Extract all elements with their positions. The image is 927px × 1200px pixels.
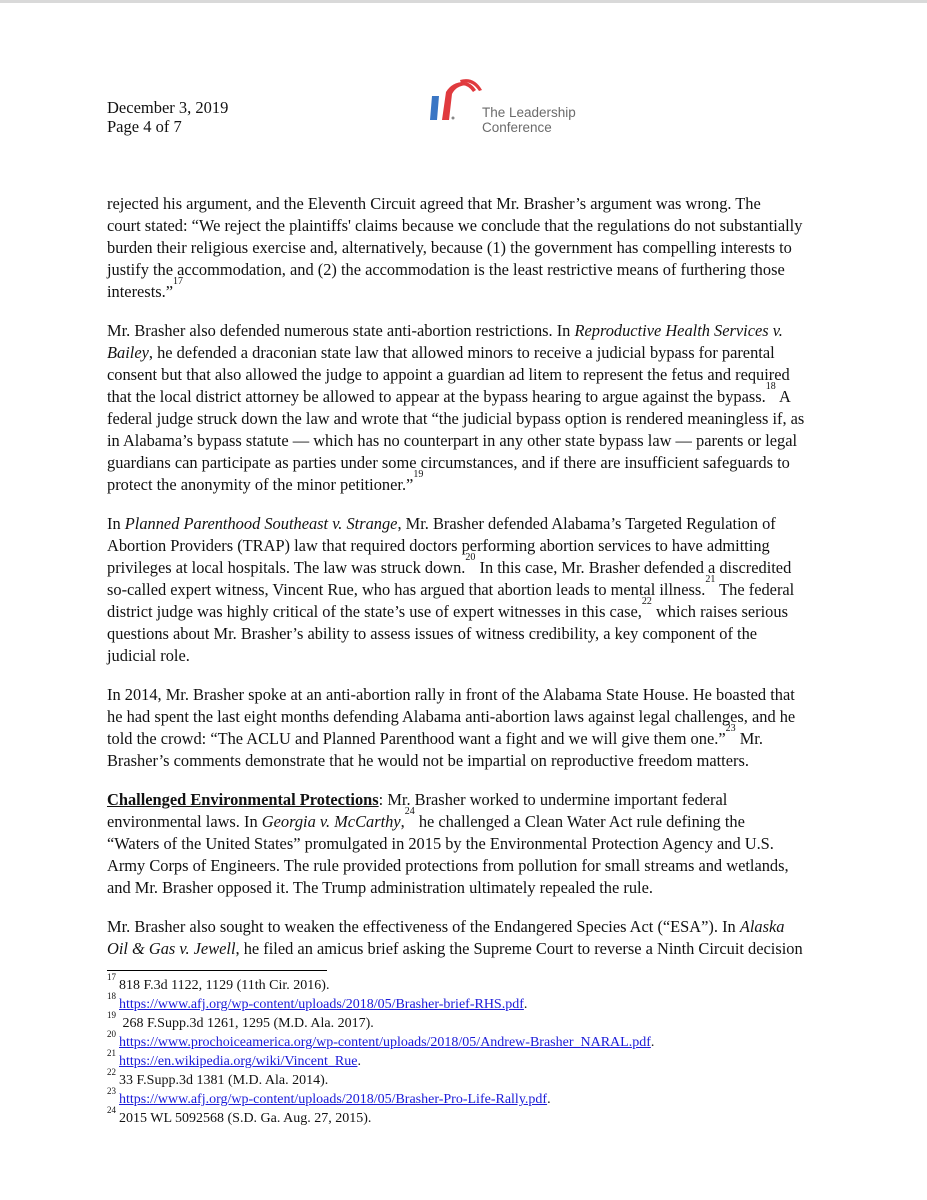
footnote-number: 19 <box>107 1010 116 1020</box>
text-line <box>107 596 837 623</box>
footnotes <box>107 972 655 1128</box>
text-line <box>107 855 837 877</box>
footnote-reference[interactable]: 18 <box>765 381 776 392</box>
text-line <box>107 193 837 215</box>
text-run: court stated: “We reject the plaintiffs' claims because we conclude that the regulations do not substantially <box>107 216 803 235</box>
leadership-conference-logo <box>430 78 590 138</box>
letter-header <box>107 98 228 136</box>
text-run: , he defended a draconian state law that allowed minors to receive a judicial bypass for parental <box>148 343 775 362</box>
text-run: rejected his argument, and the Eleventh Circuit agreed that Mr. Brasher’s argument was wrong. The <box>107 194 761 213</box>
punctuation: . <box>357 1054 361 1069</box>
footnote-reference[interactable]: 20 <box>465 552 476 563</box>
footnote <box>107 1010 654 1033</box>
text-line <box>107 259 837 281</box>
text-run: guardians can participate as parties under some circumstances, and if there are insufficient safeguards to <box>107 453 790 472</box>
logo-arcs-icon <box>430 78 490 126</box>
text-run: : Mr. Brasher worked to undermine important federal <box>378 790 728 809</box>
text-line <box>107 877 837 899</box>
case-name: Oil & Gas v. Jewell <box>107 939 236 958</box>
text-line <box>107 469 837 496</box>
footnote-text: 818 F.3d 1122, 1129 (11th Cir. 2016). <box>119 978 330 993</box>
logo-text-line2: Conference <box>482 120 552 135</box>
footnote <box>107 972 654 995</box>
text-line <box>107 806 837 833</box>
text-run: Brasher’s comments demonstrate that he would not be impartial on reproductive freedom matters. <box>107 751 749 770</box>
text-line <box>107 320 837 342</box>
footnote <box>107 1067 654 1090</box>
text-run: in Alabama’s bypass statute — which has no counterpart in any other state bypass law — parents or legal <box>107 431 798 450</box>
text-run: Army Corps of Engineers. The rule provided protections from pollution for small streams and wetlands, <box>107 856 789 875</box>
footnote-reference[interactable]: 22 <box>641 596 652 607</box>
text-line <box>107 513 837 535</box>
footnote-link[interactable]: https://www.prochoiceamerica.org/wp-content/uploads/2018/05/Andrew-Brasher_NARAL.pdf <box>119 1035 651 1050</box>
footnote-link[interactable]: https://www.afj.org/wp-content/uploads/2018/05/Brasher-Pro-Life-Rally.pdf <box>119 1092 548 1107</box>
section-heading: Challenged Environmental Protections <box>107 790 379 809</box>
text-line <box>107 215 837 237</box>
text-run: Abortion Providers (TRAP) law that required doctors performing abortion services to have admitting <box>107 536 770 555</box>
text-line <box>107 916 837 938</box>
footnote-link[interactable]: https://www.afj.org/wp-content/uploads/2018/05/Brasher-brief-RHS.pdf <box>119 997 524 1012</box>
text-run: privileges at local hospitals. The law was struck down. <box>107 558 466 577</box>
text-run: questions about Mr. Brasher’s ability to assess issues of witness credibility, a key component of the <box>107 624 758 643</box>
footnote-text: 268 F.Supp.3d 1261, 1295 (M.D. Ala. 2017). <box>119 1016 374 1031</box>
footnote-reference[interactable]: 23 <box>725 723 736 734</box>
paragraph <box>107 193 837 303</box>
text-line <box>107 430 837 452</box>
text-run: , Mr. Brasher defended Alabama’s Targeted Regulation of <box>397 514 776 533</box>
text-run: , <box>400 812 405 831</box>
page-top-border <box>0 0 927 3</box>
text-line <box>107 750 837 772</box>
text-line <box>107 574 837 601</box>
footnote-link[interactable]: https://en.wikipedia.org/wiki/Vincent_Rue <box>119 1054 358 1069</box>
text-line <box>107 789 837 811</box>
text-run: Mr. <box>735 729 763 748</box>
footnote-reference[interactable]: 17 <box>173 276 183 287</box>
punctuation: . <box>523 997 528 1012</box>
paragraph <box>107 916 837 960</box>
text-run: Mr. Brasher also defended numerous state anti-abortion restrictions. In <box>107 321 575 340</box>
footnote <box>107 1086 654 1109</box>
text-run: consent but that also allowed the judge to appoint a guardian ad litem to represent the fetus and required <box>107 365 790 384</box>
case-name: Planned Parenthood Southeast v. Strange <box>124 514 398 533</box>
text-run: interests.” <box>107 282 173 301</box>
text-run: Mr. Brasher also sought to weaken the effectiveness of the Endangered Species Act (“ESA”). In <box>107 917 740 936</box>
footnote-number: 22 <box>107 1067 116 1077</box>
punctuation: . <box>650 1035 655 1050</box>
text-line <box>107 276 837 303</box>
letter-body <box>107 193 837 977</box>
text-run: The federal <box>715 580 795 599</box>
paragraph <box>107 320 837 496</box>
text-line <box>107 645 837 667</box>
text-line <box>107 408 837 430</box>
logo-text-line1: The Leadership <box>482 105 576 120</box>
case-name: Georgia v. McCarthy <box>261 812 401 831</box>
paragraph <box>107 789 837 899</box>
text-run: he had spent the last eight months defending Alabama anti-abortion laws against legal challenges, and he <box>107 707 796 726</box>
text-run: and Mr. Brasher opposed it. The Trump administration ultimately repealed the rule. <box>107 878 653 897</box>
footnote-number: 23 <box>107 1086 116 1096</box>
footnote <box>107 1029 655 1052</box>
letter-date: December 3, 2019 <box>107 98 229 117</box>
footnote <box>107 991 654 1014</box>
page-number: Page 4 of 7 <box>107 117 182 136</box>
text-run: burden their religious exercise and, alternatively, because (1) the government has compelling interests to <box>107 238 792 257</box>
text-line <box>107 723 837 750</box>
text-run: so-called expert witness, Vincent Rue, who has argued that abortion leads to mental illness. <box>107 580 706 599</box>
text-run: , he filed an amicus brief asking the Supreme Court to reverse a Ninth Circuit decision <box>235 939 803 958</box>
text-line <box>107 938 837 960</box>
text-line <box>107 833 837 855</box>
footnote <box>107 1105 654 1128</box>
text-run: A <box>775 387 791 406</box>
footnote-reference[interactable]: 21 <box>705 574 716 585</box>
footnote-reference[interactable]: 24 <box>404 806 415 817</box>
text-run: that the local district attorney be allowed to appear at the bypass hearing to argue against the bypass. <box>107 387 766 406</box>
text-line <box>107 237 837 259</box>
text-line <box>107 623 837 645</box>
footnote-text: 33 F.Supp.3d 1381 (M.D. Ala. 2014). <box>119 1073 329 1088</box>
text-run: In 2014, Mr. Brasher spoke at an anti-abortion rally in front of the Alabama State House. He boasted that <box>107 685 795 704</box>
text-run: federal judge struck down the law and wrote that “the judicial bypass option is rendered meaningless if, as <box>107 409 805 428</box>
text-line <box>107 684 837 706</box>
text-line <box>107 364 837 386</box>
footnote-number: 17 <box>107 972 116 982</box>
footnote-number: 18 <box>107 991 116 1001</box>
text-run: “Waters of the United States” promulgated in 2015 by the Environmental Protection Agency and U.S. <box>107 834 774 853</box>
text-run: he challenged a Clean Water Act rule defining the <box>414 812 745 831</box>
footnote-number: 24 <box>107 1105 116 1115</box>
text-run: judicial role. <box>107 646 190 665</box>
paragraph <box>107 513 837 667</box>
footnote-reference[interactable]: 19 <box>413 469 424 480</box>
text-line <box>107 452 837 474</box>
text-line <box>107 552 837 579</box>
text-run: told the crowd: “The ACLU and Planned Parenthood want a fight and we will give them one.” <box>107 729 726 748</box>
text-line <box>107 342 837 364</box>
text-run: district judge was highly critical of the state’s use of expert witnesses in this case, <box>107 602 642 621</box>
footnote-number: 20 <box>107 1029 116 1039</box>
footnote <box>107 1048 654 1071</box>
footnote-text: 2015 WL 5092568 (S.D. Ga. Aug. 27, 2015). <box>119 1111 372 1126</box>
text-run: In <box>107 514 125 533</box>
text-line <box>107 381 837 408</box>
punctuation: . <box>547 1092 551 1107</box>
text-run: which raises serious <box>651 602 788 621</box>
footnote-number: 21 <box>107 1048 116 1058</box>
text-run: justify the accommodation, and (2) the accommodation is the least restrictive means of furthering those <box>107 260 785 279</box>
case-name: Reproductive Health Services v. <box>574 321 783 340</box>
paragraph <box>107 684 837 772</box>
case-name: Alaska <box>739 917 785 936</box>
text-run: In this case, Mr. Brasher defended a discredited <box>475 558 792 577</box>
text-run: protect the anonymity of the minor petitioner.” <box>107 475 414 494</box>
case-name: Bailey <box>107 343 149 362</box>
footnote-separator <box>107 970 327 971</box>
text-run: environmental laws. In <box>107 812 262 831</box>
